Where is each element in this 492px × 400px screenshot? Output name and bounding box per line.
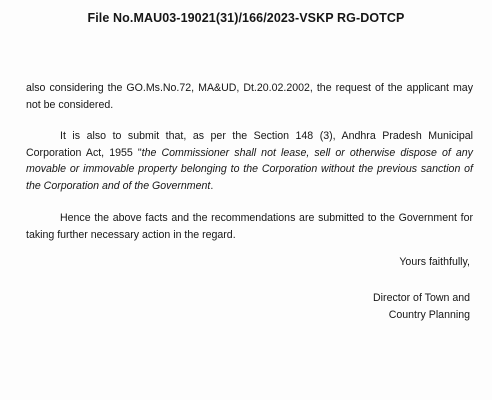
paragraph-recommendation: Hence the above facts and the recommendations are submitted to the Government for taking further necessary action in the regard. (26, 212, 473, 241)
signatory-designation (373, 290, 470, 323)
designation-line-1: Director of Town and (373, 292, 470, 304)
paragraph-go-reference: also considering the GO.Ms.No.72, MA&UD, Dt.20.02.2002, the request of the applicant may not be considered. (26, 82, 473, 111)
closing-salutation: Yours faithfully, (399, 256, 470, 268)
section-148-quote: the Commissioner shall not lease, sell or otherwise dispose of any movable or immovable property belonging to the Corporation without the previous sanction of the Corporation and of the Government (26, 146, 473, 192)
section-148-end: . (210, 179, 214, 192)
designation-line-2: Country Planning (388, 308, 470, 321)
section-148-intro: It is also to submit that, as per the Section 148 (3), Andhra Pradesh Municipal Corporation Act, 1955 " (26, 130, 473, 159)
file-number-heading: File No.MAU03-19021(31)/166/2023-VSKP RG-DOTCP (87, 11, 405, 25)
paragraph-section-148 (26, 128, 473, 194)
